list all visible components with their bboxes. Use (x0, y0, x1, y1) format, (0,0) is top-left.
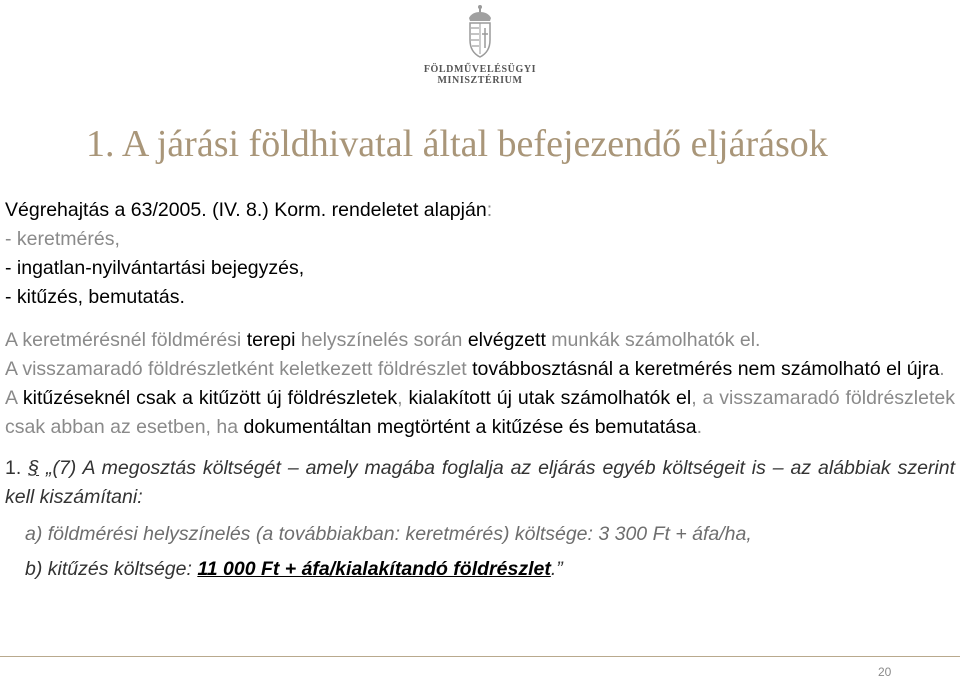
text-span: elvégzett (467, 329, 546, 351)
text-span: . (939, 358, 945, 380)
page-number: 20 (878, 665, 892, 679)
text-span: . (696, 416, 703, 438)
quote-text: „(7) A megosztás költségét – amely magába foglalja az eljárás egyéb költségeit is – az alábbiak szerint kell kiszámítani: (5, 457, 956, 508)
list-item-ingatlan: - ingatlan-nyilvántartási bejegyzés, (5, 257, 305, 279)
text-span: A (5, 387, 23, 409)
item-b-suffix: .” (550, 558, 563, 580)
text-span: , a visszamaradó földrészletek csak abban az esetben, ha (5, 387, 955, 438)
section-sign: § (28, 457, 40, 479)
slide-body (5, 196, 955, 584)
list-item-keretmeres: - keretmérés, (5, 228, 120, 250)
text-span: dokumentáltan megtörtént a kitűzése és bemutatása (243, 416, 697, 438)
intro-text: Végrehajtás a 63/2005. (IV. 8.) Korm. rendeletet alapján (5, 199, 487, 221)
text-span: terepi (246, 329, 296, 351)
text-span: , (397, 387, 409, 409)
text-span: kialakított új utak számolhatók el (408, 387, 692, 409)
text-span: A keretmérésnél földmérési (5, 329, 247, 351)
item-b (5, 555, 955, 584)
text-span: kitűzéseknél csak a kitűzött új földrészletek (22, 387, 398, 409)
text-span: A visszamaradó földrészletként keletkezett földrészlet (5, 358, 473, 380)
slide-title: 1. A járási földhivatal által befejezendő eljárások (86, 123, 828, 165)
intro-paragraph (5, 196, 955, 225)
footer-divider (0, 656, 960, 657)
ministry-logo (415, 4, 545, 94)
hungarian-coat-of-arms-icon (466, 4, 494, 60)
paragraph-number: 1. (5, 457, 29, 479)
kituzes-paragraph (5, 384, 955, 442)
intro-colon: : (486, 199, 493, 221)
item-a: a) földmérési helyszínelés (a továbbiakban: keretmérés) költsége: 3 300 Ft + áfa/ha, (25, 523, 752, 545)
item-b-prefix: b) kitűzés költsége: (25, 558, 198, 580)
text-span: továbbosztásnál a keretmérés nem számolható el újra (472, 358, 940, 380)
regulation-quote (5, 454, 955, 512)
list-item-kituzes: - kitűzés, bemutatás. (5, 286, 185, 308)
text-span: helyszínelés során (295, 329, 468, 351)
item-b-amount: 11 000 Ft + áfa/kialakítandó földrészlet (197, 558, 551, 580)
ministry-name-line1: FÖLDMŰVELÉSÜGYI (423, 64, 537, 75)
text-span: munkák számolhatók el. (545, 329, 761, 351)
visszamarado-paragraph (5, 355, 955, 384)
ministry-name-line2: MINISZTÉRIUM (437, 75, 523, 86)
keretmeres-paragraph (5, 326, 955, 355)
